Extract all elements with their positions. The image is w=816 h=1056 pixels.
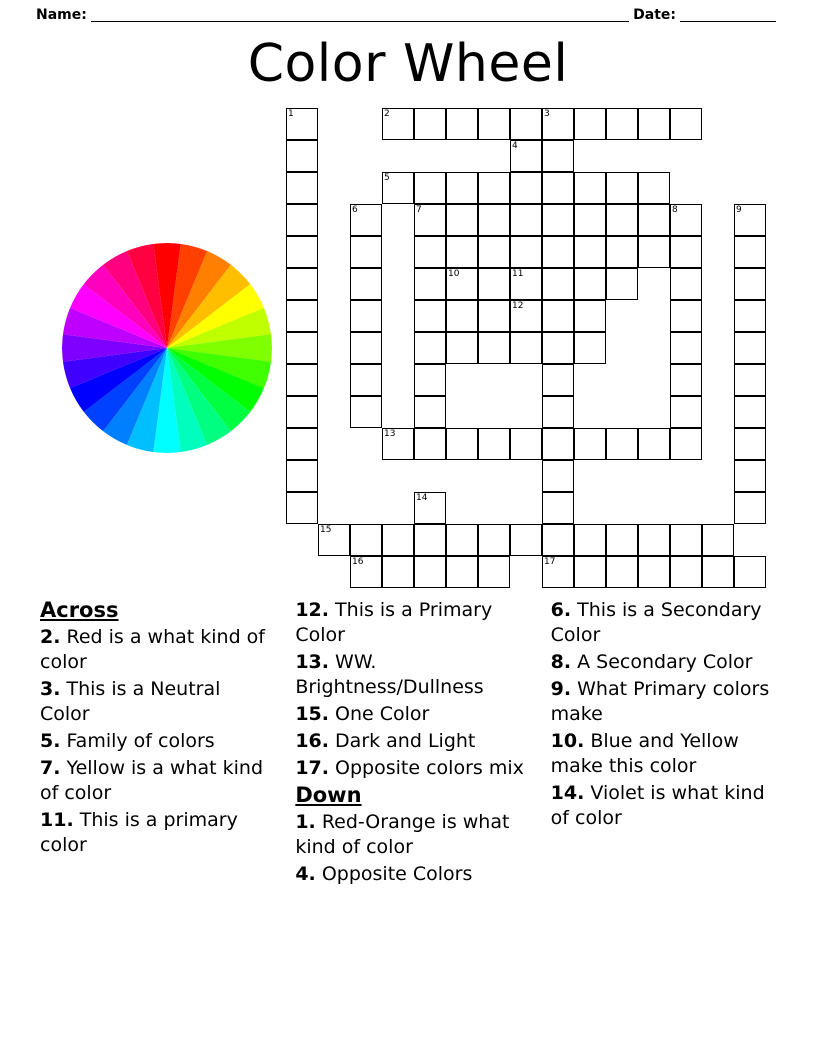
cell-number: 6 — [352, 205, 358, 215]
crossword-cell[interactable] — [734, 460, 766, 492]
crossword-cell[interactable] — [670, 364, 702, 396]
crossword-cell[interactable] — [542, 268, 574, 300]
crossword-cell[interactable] — [542, 236, 574, 268]
crossword-cell[interactable] — [510, 524, 542, 556]
crossword-cell[interactable] — [638, 172, 670, 204]
crossword-cell[interactable] — [670, 204, 702, 236]
crossword-cell[interactable] — [478, 524, 510, 556]
crossword-cell[interactable] — [542, 492, 574, 524]
cell-number: 17 — [544, 557, 556, 567]
crossword-cell[interactable] — [446, 428, 478, 460]
crossword-cell[interactable] — [542, 556, 574, 588]
crossword-cell[interactable] — [574, 524, 606, 556]
crossword-cell[interactable] — [574, 300, 606, 332]
clue-text: Dark and Light — [329, 730, 476, 752]
crossword-cell[interactable] — [542, 428, 574, 460]
crossword-cell[interactable] — [382, 524, 414, 556]
color-wheel-icon — [62, 243, 272, 453]
crossword-cell[interactable] — [542, 460, 574, 492]
crossword-cell[interactable] — [446, 556, 478, 588]
crossword-cell[interactable] — [510, 204, 542, 236]
crossword-cell[interactable] — [734, 268, 766, 300]
crossword-cell[interactable] — [510, 172, 542, 204]
crossword-cell[interactable] — [478, 236, 510, 268]
crossword-cell[interactable] — [286, 268, 318, 300]
name-label: Name: — [36, 7, 87, 23]
crossword-cell[interactable] — [510, 236, 542, 268]
clue-text: Red-Orange is what kind of color — [295, 811, 510, 858]
crossword-cell[interactable] — [734, 428, 766, 460]
crossword-cell[interactable] — [286, 428, 318, 460]
crossword-cell[interactable] — [446, 204, 478, 236]
crossword-cell[interactable] — [318, 524, 350, 556]
crossword-cell[interactable] — [670, 428, 702, 460]
date-label: Date: — [633, 7, 676, 23]
clue-text: Opposite Colors — [315, 863, 473, 885]
clue-number: 5. — [40, 730, 61, 752]
crossword-cell[interactable] — [414, 332, 446, 364]
crossword-cell[interactable] — [542, 364, 574, 396]
clue-item — [40, 729, 269, 754]
clue-text: One Color — [329, 703, 430, 725]
clue-item — [551, 677, 780, 727]
clue-text: Yellow is a what kind of color — [40, 757, 264, 804]
crossword-cell[interactable] — [542, 172, 574, 204]
clue-item — [40, 625, 269, 675]
crossword-cell[interactable] — [414, 300, 446, 332]
crossword-cell[interactable] — [606, 556, 638, 588]
color-wheel-figure — [62, 243, 272, 459]
crossword-cell[interactable] — [670, 524, 702, 556]
cell-number: 3 — [544, 109, 550, 119]
crossword-cell[interactable] — [350, 396, 382, 428]
crossword-cell[interactable] — [510, 108, 542, 140]
crossword-cell[interactable] — [670, 236, 702, 268]
cell-number: 2 — [384, 109, 390, 119]
crossword-cell[interactable] — [638, 524, 670, 556]
crossword-cell[interactable] — [286, 140, 318, 172]
cell-number: 5 — [384, 173, 390, 183]
crossword-cell[interactable] — [414, 236, 446, 268]
clue-text: What Primary colors make — [550, 678, 770, 725]
cell-number: 9 — [736, 205, 742, 215]
crossword-cell[interactable] — [414, 204, 446, 236]
clue-item — [295, 729, 524, 754]
clue-section — [40, 598, 780, 958]
clue-text: This is a primary color — [40, 809, 238, 856]
crossword-cell[interactable] — [350, 236, 382, 268]
clue-item — [551, 781, 780, 831]
crossword-cell[interactable] — [606, 108, 638, 140]
crossword-cell[interactable] — [542, 332, 574, 364]
cell-number: 13 — [384, 429, 396, 439]
clue-number: 13. — [295, 651, 329, 673]
clue-item — [40, 756, 269, 806]
date-write-line[interactable] — [680, 9, 776, 22]
crossword-cell[interactable] — [542, 108, 574, 140]
clue-item — [40, 677, 269, 727]
crossword-cell[interactable] — [574, 108, 606, 140]
crossword-cell[interactable] — [478, 108, 510, 140]
crossword-cell[interactable] — [574, 332, 606, 364]
crossword-cell[interactable] — [574, 556, 606, 588]
clue-item — [295, 598, 524, 648]
crossword-cell[interactable] — [446, 236, 478, 268]
crossword-grid[interactable] — [286, 108, 770, 594]
crossword-cell[interactable] — [414, 556, 446, 588]
clue-number: 9. — [550, 678, 572, 700]
crossword-cell[interactable] — [478, 268, 510, 300]
down-heading: Down — [295, 783, 362, 807]
crossword-cell[interactable] — [478, 300, 510, 332]
clue-item — [551, 729, 780, 779]
cell-number: 11 — [512, 269, 524, 279]
crossword-cell[interactable] — [382, 428, 414, 460]
crossword-cell[interactable] — [382, 172, 414, 204]
clue-text: A Secondary Color — [571, 651, 753, 673]
crossword-cell[interactable] — [670, 556, 702, 588]
crossword-cell[interactable] — [638, 428, 670, 460]
clue-number: 2. — [40, 626, 61, 648]
crossword-cell[interactable] — [574, 236, 606, 268]
worksheet-header — [0, 0, 816, 26]
clue-number: 17. — [295, 757, 329, 779]
clue-text: This is a Neutral Color — [40, 678, 221, 725]
crossword-cell[interactable] — [670, 396, 702, 428]
crossword-cell[interactable] — [606, 428, 638, 460]
crossword-cell[interactable] — [734, 396, 766, 428]
cell-number: 7 — [416, 205, 422, 215]
clue-number: 15. — [295, 703, 329, 725]
crossword-cell[interactable] — [446, 300, 478, 332]
cell-number: 4 — [512, 141, 518, 151]
crossword-cell[interactable] — [286, 204, 318, 236]
crossword-cell[interactable] — [286, 364, 318, 396]
crossword-cell[interactable] — [382, 556, 414, 588]
name-write-line[interactable] — [91, 9, 629, 22]
crossword-cell[interactable] — [414, 396, 446, 428]
crossword-cell[interactable] — [478, 204, 510, 236]
crossword-cell[interactable] — [446, 172, 478, 204]
clue-text: Opposite colors mix — [329, 757, 524, 779]
crossword-cell[interactable] — [350, 332, 382, 364]
crossword-cell[interactable] — [350, 300, 382, 332]
crossword-cell[interactable] — [638, 236, 670, 268]
crossword-cell[interactable] — [446, 108, 478, 140]
crossword-cell[interactable] — [574, 428, 606, 460]
crossword-cell[interactable] — [510, 332, 542, 364]
crossword-cell[interactable] — [542, 140, 574, 172]
crossword-cell[interactable] — [446, 332, 478, 364]
clue-item — [295, 810, 524, 860]
cell-number: 16 — [352, 557, 364, 567]
crossword-cell[interactable] — [670, 108, 702, 140]
crossword-cell[interactable] — [350, 556, 382, 588]
clue-item — [295, 756, 524, 781]
clue-number: 14. — [550, 782, 585, 804]
crossword-cell[interactable] — [638, 204, 670, 236]
crossword-cell[interactable] — [606, 524, 638, 556]
crossword-cell[interactable] — [702, 556, 734, 588]
clue-item — [40, 808, 269, 858]
crossword-cell[interactable] — [734, 556, 766, 588]
crossword-cell[interactable] — [286, 300, 318, 332]
crossword-cell[interactable] — [606, 236, 638, 268]
clue-text: This is a Primary Color — [295, 599, 493, 646]
crossword-cell[interactable] — [350, 364, 382, 396]
crossword-cell[interactable] — [414, 364, 446, 396]
cell-number: 1 — [288, 109, 294, 119]
page-title: Color Wheel — [247, 34, 569, 94]
crossword-cell[interactable] — [414, 172, 446, 204]
cell-number: 14 — [416, 493, 428, 503]
crossword-cell[interactable] — [734, 364, 766, 396]
crossword-cell[interactable] — [478, 332, 510, 364]
crossword-cell[interactable] — [446, 268, 478, 300]
cell-number: 12 — [512, 301, 524, 311]
crossword-cell[interactable] — [286, 236, 318, 268]
crossword-cell[interactable] — [286, 492, 318, 524]
crossword-cell[interactable] — [734, 492, 766, 524]
clue-number: 4. — [295, 863, 316, 885]
cell-number: 8 — [672, 205, 678, 215]
crossword-cell[interactable] — [414, 108, 446, 140]
crossword-cell[interactable] — [510, 140, 542, 172]
crossword-cell[interactable] — [286, 332, 318, 364]
crossword-cell[interactable] — [382, 108, 414, 140]
crossword-cell[interactable] — [702, 524, 734, 556]
crossword-cell[interactable] — [510, 428, 542, 460]
crossword-cell[interactable] — [350, 524, 382, 556]
crossword-cell[interactable] — [734, 332, 766, 364]
clue-item — [295, 862, 524, 887]
crossword-cell[interactable] — [350, 268, 382, 300]
crossword-cell[interactable] — [638, 556, 670, 588]
clue-text: This is a Secondary Color — [550, 599, 762, 646]
clue-text: Red is a what kind of color — [40, 626, 265, 673]
clue-number: 12. — [295, 599, 329, 621]
crossword-cell[interactable] — [670, 332, 702, 364]
clue-number: 3. — [40, 678, 61, 700]
crossword-cell[interactable] — [446, 524, 478, 556]
clue-number: 1. — [295, 811, 316, 833]
crossword-cell[interactable] — [638, 108, 670, 140]
clue-item — [551, 598, 780, 648]
clue-item — [295, 650, 524, 700]
clue-item — [551, 650, 780, 675]
crossword-cell[interactable] — [574, 204, 606, 236]
crossword-cell[interactable] — [286, 396, 318, 428]
clue-item — [295, 702, 524, 727]
clue-text: Blue and Yellow make this color — [550, 730, 739, 777]
crossword-cell[interactable] — [286, 108, 318, 140]
clue-number: 8. — [550, 651, 572, 673]
clue-number: 10. — [550, 730, 585, 752]
crossword-cell[interactable] — [350, 204, 382, 236]
crossword-cell[interactable] — [510, 268, 542, 300]
crossword-cell[interactable] — [478, 556, 510, 588]
crossword-cell[interactable] — [542, 396, 574, 428]
crossword-cell[interactable] — [414, 428, 446, 460]
clue-number: 11. — [40, 809, 74, 831]
crossword-cell[interactable] — [286, 172, 318, 204]
crossword-cell[interactable] — [606, 172, 638, 204]
cell-number: 15 — [320, 525, 332, 535]
crossword-cell[interactable] — [478, 172, 510, 204]
crossword-cell[interactable] — [542, 204, 574, 236]
crossword-cell[interactable] — [574, 268, 606, 300]
clue-column-2 — [295, 598, 524, 958]
crossword-cell[interactable] — [414, 268, 446, 300]
clue-text: Family of colors — [60, 730, 215, 752]
crossword-cell[interactable] — [734, 204, 766, 236]
crossword-cell[interactable] — [414, 524, 446, 556]
crossword-cell[interactable] — [542, 524, 574, 556]
cell-number: 10 — [448, 269, 460, 279]
crossword-cell[interactable] — [734, 300, 766, 332]
clue-number: 16. — [295, 730, 329, 752]
crossword-cell[interactable] — [542, 300, 574, 332]
crossword-cell[interactable] — [670, 300, 702, 332]
crossword-cell[interactable] — [478, 428, 510, 460]
crossword-cell[interactable] — [670, 268, 702, 300]
clue-number: 6. — [550, 599, 572, 621]
clue-number: 7. — [40, 757, 61, 779]
crossword-cell[interactable] — [414, 492, 446, 524]
crossword-cell[interactable] — [510, 300, 542, 332]
crossword-cell[interactable] — [734, 236, 766, 268]
clue-text: Violet is what kind of color — [550, 782, 765, 829]
clue-text: WW. Brightness/Dullness — [295, 651, 484, 698]
crossword-cell[interactable] — [574, 172, 606, 204]
crossword-cell[interactable] — [606, 204, 638, 236]
clue-column-3 — [551, 598, 780, 958]
crossword-cell[interactable] — [286, 460, 318, 492]
crossword-cell[interactable] — [606, 268, 638, 300]
clue-column-1 — [40, 598, 269, 958]
across-heading: Across — [40, 598, 119, 622]
